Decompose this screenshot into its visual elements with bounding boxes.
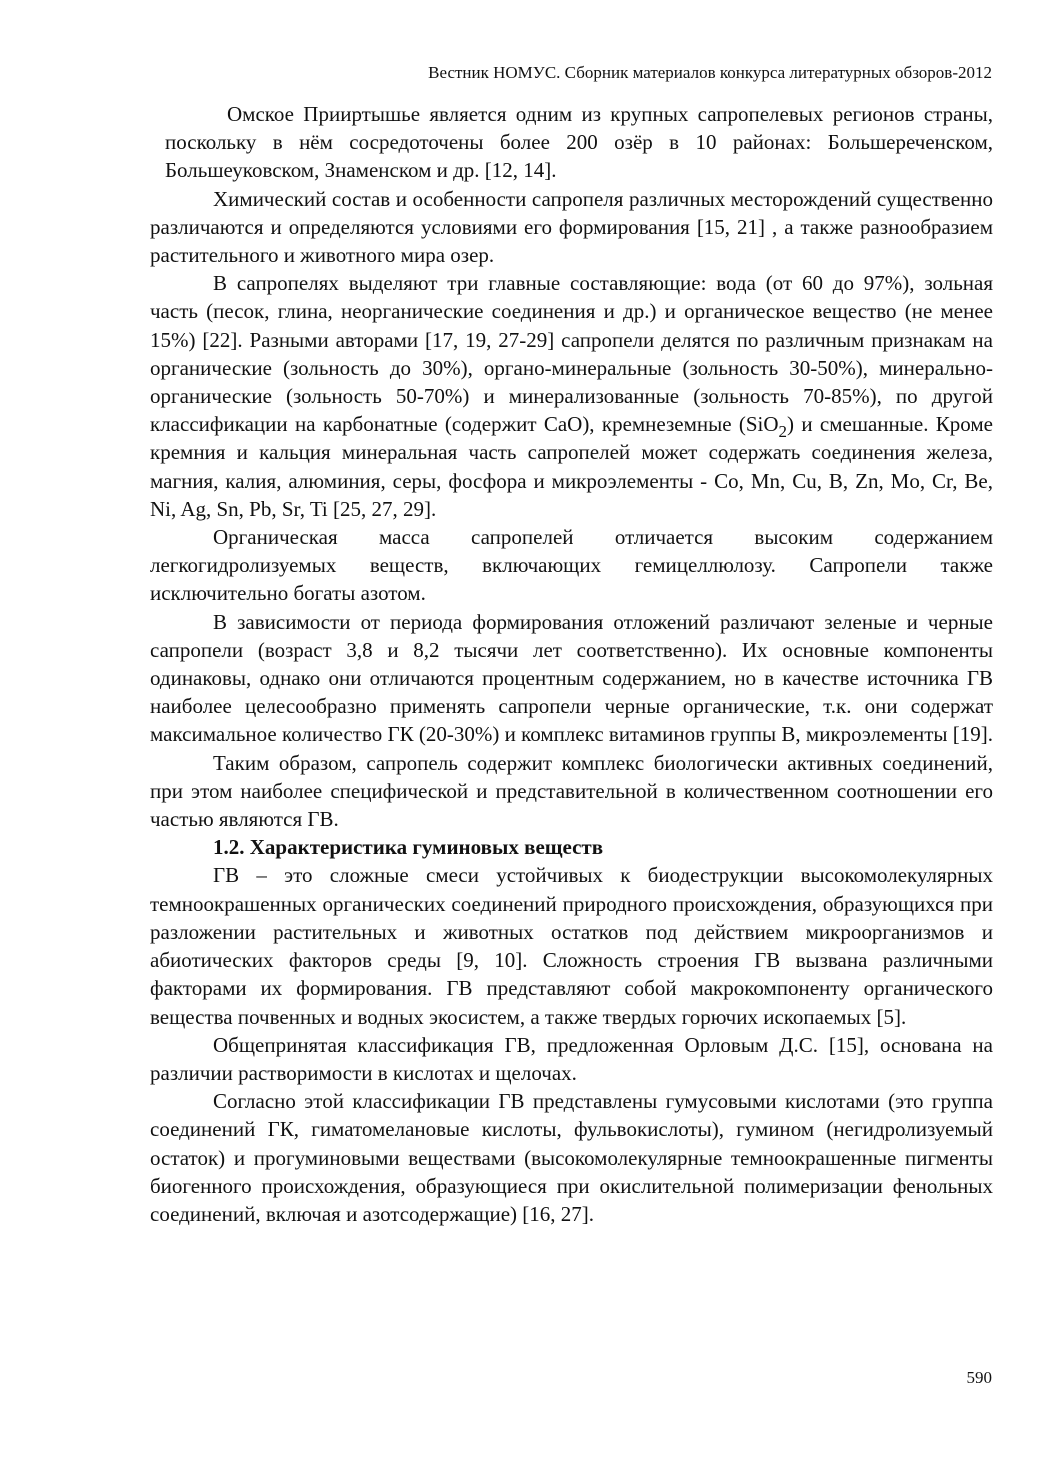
running-header: Вестник НОМУС. Сборник материалов конкурса литературных обзоров-2012 xyxy=(428,63,992,82)
subscript-two: 2 xyxy=(778,422,788,442)
paragraph-omsk-region: Омское Прииртышье является одним из крупных сапропелевых регионов страны, поскольку в нём сосредоточены более 200 озёр в 10 районах: Большереченском, Большеуковском, Знаменском и др. [12, 14]. xyxy=(165,102,993,183)
paragraph-conclusion: Таким образом, сапропель содержит комплекс биологически активных соединений, при этом наиболее специфической и представительной в количественном соотношении его частью являются ГВ. xyxy=(150,750,993,832)
paragraph-hs-definition: ГВ – это сложные смеси устойчивых к биодеструкции высокомолекулярных темноокрашенных органических соединений природного происхождения, образующихся при разложении растительных и животных остатков под действием микроорганизмов и абиотических факторов среды [9, 10]. Сложность строения ГВ вызвана различными факторами их формирования. ГВ представляют собой макрокомпоненту органического вещества почвенных и водных экосистем, а также твердых горючих ископаемых [5]. xyxy=(150,863,993,1029)
paragraph-formation-period: В зависимости от периода формирования отложений различают зеленые и черные сапропели (возраст 3,8 и 8,2 тысячи лет соответственно). Их основные компоненты одинаковы, однако они отличаются процентным содержанием, но в качестве источника ГВ наиболее целесообразно применять сапропели черные органические, т.к. они содержат максимальное количество ГК (20-30%) и комплекс витаминов группы В, микроэлементы [19]. xyxy=(150,609,993,747)
paragraph-sapropel-components-part2: ) и смешанные. Кроме кремния и кальция минеральная часть сапропелей может содержать соединения железа, магния, калия, алюминия, серы, фосфора и микроэлементы - Co, Mn, Cu, B, Zn, Mo, Cr, Be, Ni, Ag, Sn, Pb, Sr, Ti [25, 27, 29]. xyxy=(150,412,993,521)
paragraph-chemical-composition: Химический состав и особенности сапропеля различных месторождений существенно различаются и определяются условиями его формирования [15, 21] , а также разнообразием растительного и животного мира озер. xyxy=(150,186,993,268)
paragraph-organic-mass: Органическая масса сапропелей отличается высоким содержанием легкогидролизуемых веществ, включающих гемицеллюлозу. Сапропели также исключительно богаты азотом. xyxy=(150,525,993,606)
paragraph-sapropel-components xyxy=(150,269,993,523)
page-body xyxy=(150,100,993,1228)
section-heading: 1.2. Характеристика гуминовых веществ xyxy=(213,835,604,860)
paragraph-humic-acids: Согласно этой классификации ГВ представлены гумусовыми кислотами (это группа соединений ГК, гиматомелановые кислоты, фульвокислоты), гумином (негидролизуемый остаток) и прогуминовыми веществами (высокомолекулярные темноокрашенные пигменты биогенного происхождения, образующиеся при окислительной полимеризации фенольных соединений, включая и азотсодержащие) [16, 27]. xyxy=(150,1089,993,1226)
paragraph-classification: Общепринятая классификация ГВ, предложенная Орловым Д.С. [15], основана на различии растворимости в кислотах и щелочах. xyxy=(150,1032,993,1085)
page-number: 590 xyxy=(966,1368,992,1387)
paragraph-sapropel-components-part1: В сапропелях выделяют три главные составляющие: вода (от 60 до 97%), зольная часть (песок, глина, неорганические соединения и др.) и органическое вещество (не менее 15%) [22]. Разными авторами [17, 19, 27-29] сапропели делятся по различным признакам на органические (зольность до 30%), органо-минеральные (зольность 30-50%), минерально-органические (зольность 50-70%) и минерализованные (зольность 70-85%), по другой классификации на карбонатные (содержит СаО), кремнеземные (SiO xyxy=(150,271,993,437)
